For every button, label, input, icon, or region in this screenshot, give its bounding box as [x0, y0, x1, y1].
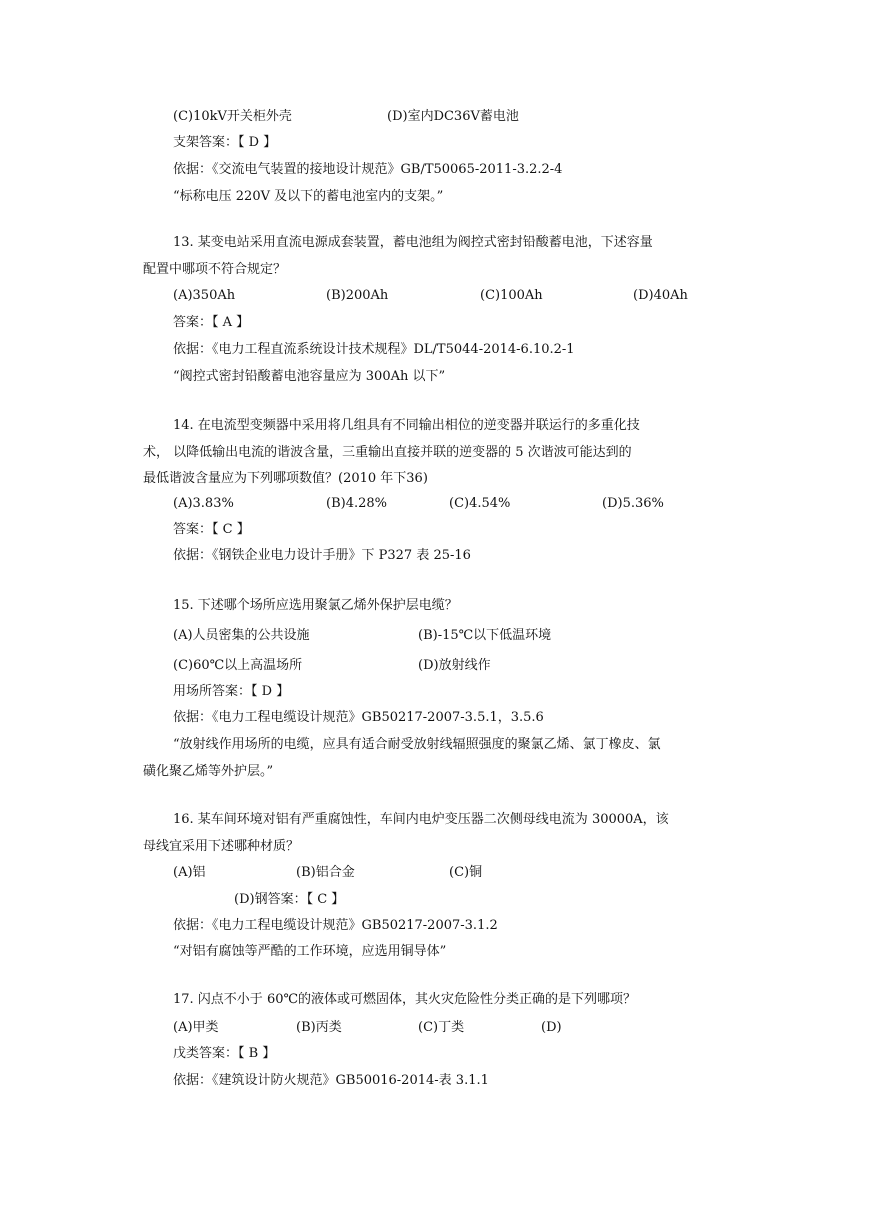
- q14-answer: 答案：【 C 】: [173, 522, 250, 537]
- q16-stem-line-2: 母线宜采用下述哪种材质？: [143, 839, 300, 854]
- q12-quote: “标称电压 220V 及以下的蓄电池室内的支架。”: [173, 189, 444, 204]
- q15-answer: 用场所答案：【 D 】: [173, 684, 290, 699]
- q17-option-d: (D): [541, 1020, 562, 1035]
- q13-answer: 答案：【 A 】: [173, 315, 250, 330]
- q13-option-d: (D)40Ah: [633, 288, 688, 303]
- q16-quote: “对铝有腐蚀等严酷的工作环境，应选用铜导体”: [173, 944, 447, 959]
- q14-stem-line-1: 14. 在电流型变频器中采用将几组具有不同输出相位的逆变器并联运行的多重化技: [173, 418, 640, 433]
- q16-basis: 依据：《电力工程电缆设计规范》GB50217-2007-3.1.2: [173, 918, 498, 933]
- q13-stem-line-1: 13. 某变电站采用直流电源成套装置，蓄电池组为阀控式密封铅酸蓄电池，下述容量: [173, 235, 653, 250]
- q12-basis: 依据：《交流电气装置的接地设计规范》GB/T50065-2011-3.2.2-4: [173, 162, 563, 177]
- q14-basis: 依据：《钢铁企业电力设计手册》下 P327 表 25-16: [173, 548, 471, 563]
- q16-option-a: (A)铝: [173, 865, 206, 880]
- q12-option-c: (C)10kV开关柜外壳: [173, 109, 292, 124]
- q13-basis: 依据：《电力工程直流系统设计技术规程》DL/T5044-2014-6.10.2-1: [173, 342, 575, 357]
- q15-quote-line-1: “放射线作用场所的电缆，应具有适合耐受放射线辐照强度的聚氯乙烯、氯丁橡皮、氯: [173, 737, 661, 752]
- q17-option-b: (B)丙类: [296, 1020, 342, 1035]
- q15-basis: 依据：《电力工程电缆设计规范》GB50217-2007-3.5.1，3.5.6: [173, 710, 544, 725]
- q14-stem-line-3: 最低谐波含量应为下列哪项数值？(2010 年下36): [143, 471, 428, 486]
- q15-option-d: (D)放射线作: [418, 658, 491, 673]
- q16-option-b: (B)铝合金: [296, 865, 355, 880]
- q13-option-c: (C)100Ah: [480, 288, 543, 303]
- q13-option-b: (B)200Ah: [326, 288, 389, 303]
- q13-stem-line-2: 配置中哪项不符合规定？: [143, 262, 287, 277]
- q16-stem-line-1: 16. 某车间环境对铝有严重腐蚀性，车间内电炉变压器二次侧母线电流为 30000A，该: [173, 812, 669, 827]
- q14-option-c: (C)4.54%: [449, 496, 511, 511]
- q14-option-b: (B)4.28%: [326, 496, 387, 511]
- q16-option-d-answer: (D)钢答案：【 C 】: [234, 892, 345, 907]
- q17-answer: 戊类答案：【 B 】: [173, 1046, 276, 1061]
- q15-stem: 15. 下述哪个场所应选用聚氯乙烯外保护层电缆？: [173, 598, 458, 613]
- q17-basis: 依据：《建筑设计防火规范》GB50016-2014-表 3.1.1: [173, 1073, 489, 1088]
- q17-option-c: (C)丁类: [418, 1020, 465, 1035]
- q16-option-c: (C)铜: [449, 865, 483, 880]
- q12-option-d: (D)室内DC36V蓄电池: [387, 109, 519, 124]
- q17-stem: 17. 闪点不小于 60℃的液体或可燃固体，其火灾危险性分类正确的是下列哪项？: [173, 992, 637, 1007]
- q15-option-c: (C)60℃以上高温场所: [173, 658, 303, 673]
- q12-answer: 支架答案：【 D 】: [173, 135, 277, 150]
- q14-option-d: (D)5.36%: [602, 496, 664, 511]
- q15-option-b: (B)-15℃以下低温环境: [418, 628, 552, 643]
- q13-option-a: (A)350Ah: [173, 288, 236, 303]
- q15-option-a: (A)人员密集的公共设施: [173, 628, 310, 643]
- q15-quote-line-2: 磺化聚乙烯等外护层。”: [143, 764, 274, 779]
- q14-option-a: (A)3.83%: [173, 496, 234, 511]
- q14-stem-line-2: 术， 以降低输出电流的谐波含量，三重输出直接并联的逆变器的 5 次谐波可能达到的: [143, 445, 632, 460]
- q13-quote: “阀控式密封铅酸蓄电池容量应为 300Ah 以下”: [173, 369, 446, 384]
- q17-option-a: (A)甲类: [173, 1020, 219, 1035]
